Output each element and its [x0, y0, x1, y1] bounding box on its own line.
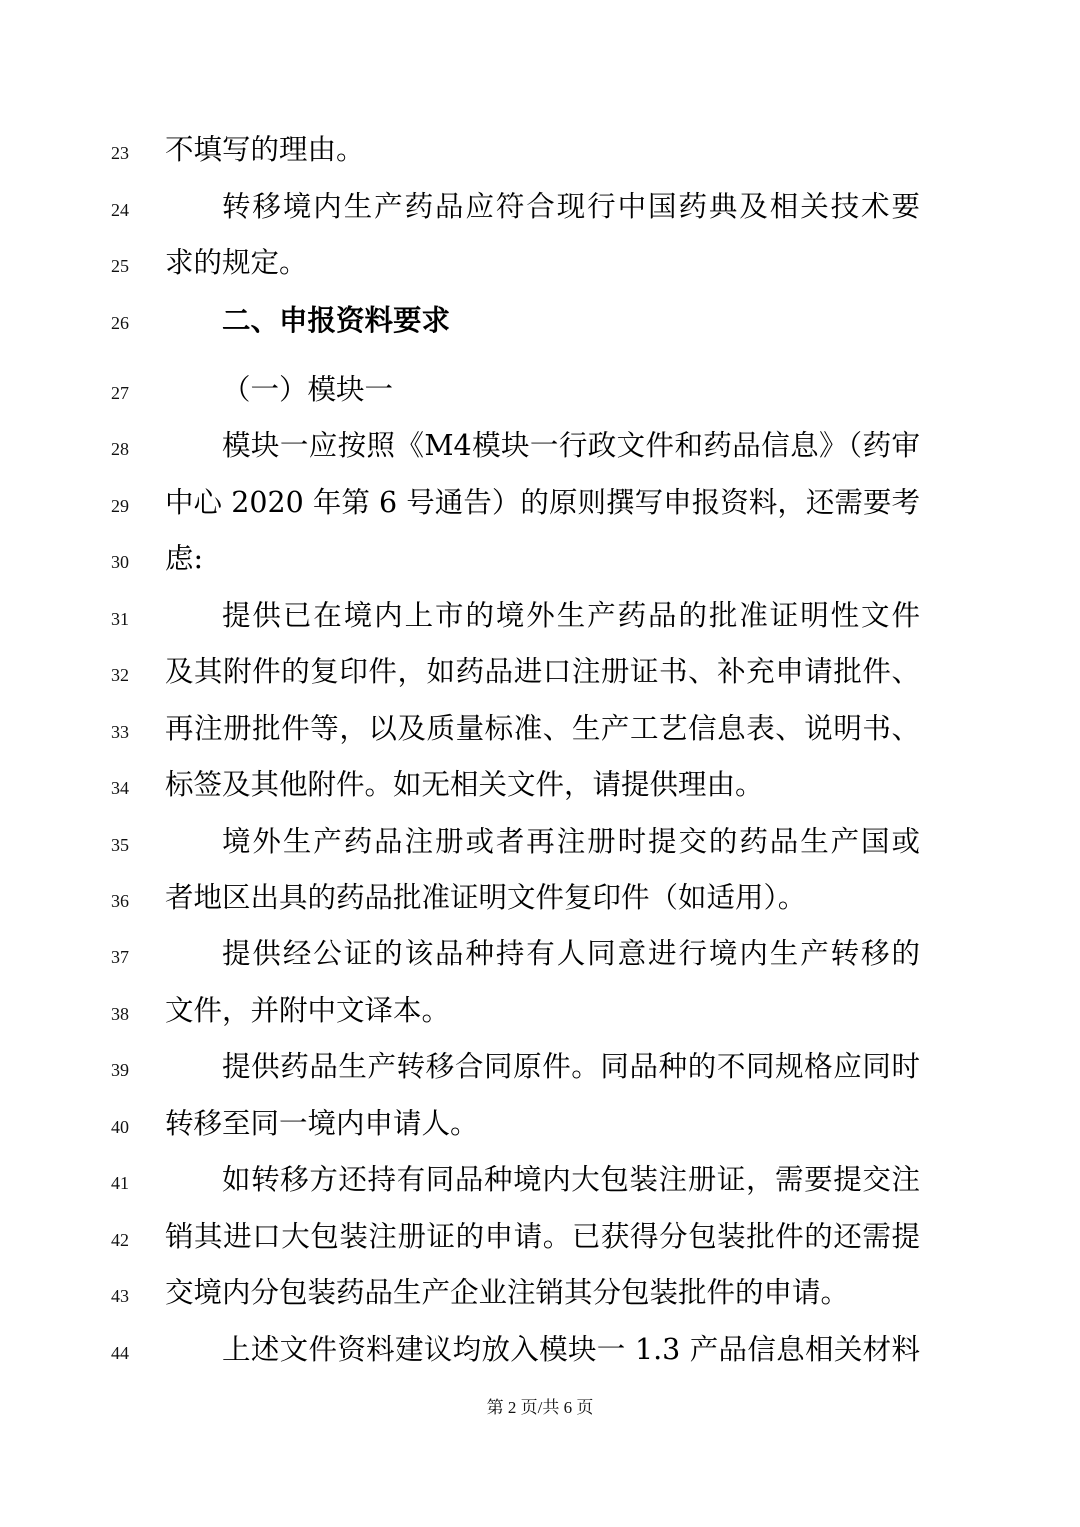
line-number: 29 — [111, 496, 129, 516]
document-line — [0, 479, 1080, 535]
document-line — [0, 422, 1080, 478]
line-text: 再注册批件等，以及质量标准、生产工艺信息表、说明书、 — [165, 712, 920, 745]
line-number: 23 — [111, 143, 129, 163]
line-number: 35 — [111, 835, 129, 855]
line-number: 34 — [111, 778, 129, 798]
line-number: 25 — [111, 256, 129, 276]
line-number: 33 — [111, 722, 129, 742]
line-text: 及其附件的复印件，如药品进口注册证书、补充申请批件、 — [165, 655, 920, 688]
line-text: 境外生产药品注册或者再注册时提交的药品生产国或 — [222, 825, 920, 858]
document-line — [0, 296, 1080, 352]
section-heading: 二、申报资料要求 — [222, 303, 451, 337]
document-line — [0, 930, 1080, 986]
document-line — [0, 1213, 1080, 1269]
document-line — [0, 592, 1080, 648]
document-line — [0, 239, 1080, 295]
line-number: 43 — [111, 1286, 129, 1306]
page-footer: 第 2 页/共 6 页 — [486, 1398, 594, 1417]
line-number: 44 — [111, 1343, 129, 1363]
document-line — [0, 535, 1080, 591]
document-line — [0, 1326, 1080, 1382]
line-text: 中心 2020 年第 6 号通告）的原则撰写申报资料，还需要考 — [165, 486, 920, 519]
document-line — [0, 1156, 1080, 1212]
document-line — [0, 761, 1080, 817]
line-number: 30 — [111, 552, 129, 572]
line-text: 提供已在境内上市的境外生产药品的批准证明性文件 — [222, 599, 920, 632]
document-line — [0, 1269, 1080, 1325]
document-line — [0, 366, 1080, 422]
line-text: 标签及其他附件。如无相关文件，请提供理由。 — [165, 768, 764, 801]
line-number: 26 — [111, 313, 129, 333]
document-line — [0, 126, 1080, 182]
line-number: 42 — [111, 1230, 129, 1250]
line-text: 模块一应按照《M4模块一行政文件和药品信息》（药审 — [222, 429, 920, 462]
line-text: 销其进口大包装注册证的申请。已获得分包装批件的还需提 — [165, 1220, 920, 1253]
document-line — [0, 1100, 1080, 1156]
line-text: 求的规定。 — [165, 246, 308, 279]
line-number: 31 — [111, 609, 129, 629]
line-number: 28 — [111, 439, 129, 459]
line-number: 41 — [111, 1173, 129, 1193]
line-text: 转移至同一境内申请人。 — [165, 1107, 479, 1140]
line-text: 文件，并附中文译本。 — [165, 994, 451, 1027]
line-number: 39 — [111, 1060, 129, 1080]
document-line — [0, 1043, 1080, 1099]
line-text: 如转移方还持有同品种境内大包装注册证，需要提交注 — [222, 1163, 920, 1196]
document-line — [0, 183, 1080, 239]
line-number: 40 — [111, 1117, 129, 1137]
line-text: 者地区出具的药品批准证明文件复印件（如适用）。 — [165, 881, 807, 914]
line-number: 37 — [111, 947, 129, 967]
line-number: 27 — [111, 383, 129, 403]
subsection-heading: （一）模块一 — [222, 373, 394, 406]
line-number: 36 — [111, 891, 129, 911]
line-text: 交境内分包装药品生产企业注销其分包装批件的申请。 — [165, 1276, 850, 1309]
document-line — [0, 648, 1080, 704]
line-text: 虑: — [165, 542, 204, 575]
line-text: 提供经公证的该品种持有人同意进行境内生产转移的 — [222, 937, 920, 970]
line-number: 32 — [111, 665, 129, 685]
document-line — [0, 818, 1080, 874]
line-number: 24 — [111, 200, 129, 220]
document-line — [0, 705, 1080, 761]
line-text: 不填写的理由。 — [165, 133, 365, 166]
line-text: 转移境内生产药品应符合现行中国药典及相关技术要 — [222, 190, 920, 223]
line-text: 提供药品生产转移合同原件。同品种的不同规格应同时 — [222, 1050, 920, 1083]
line-text: 上述文件资料建议均放入模块一 1.3 产品信息相关材料 — [222, 1333, 920, 1366]
document-line — [0, 874, 1080, 930]
line-number: 38 — [111, 1004, 129, 1024]
document-line — [0, 987, 1080, 1043]
